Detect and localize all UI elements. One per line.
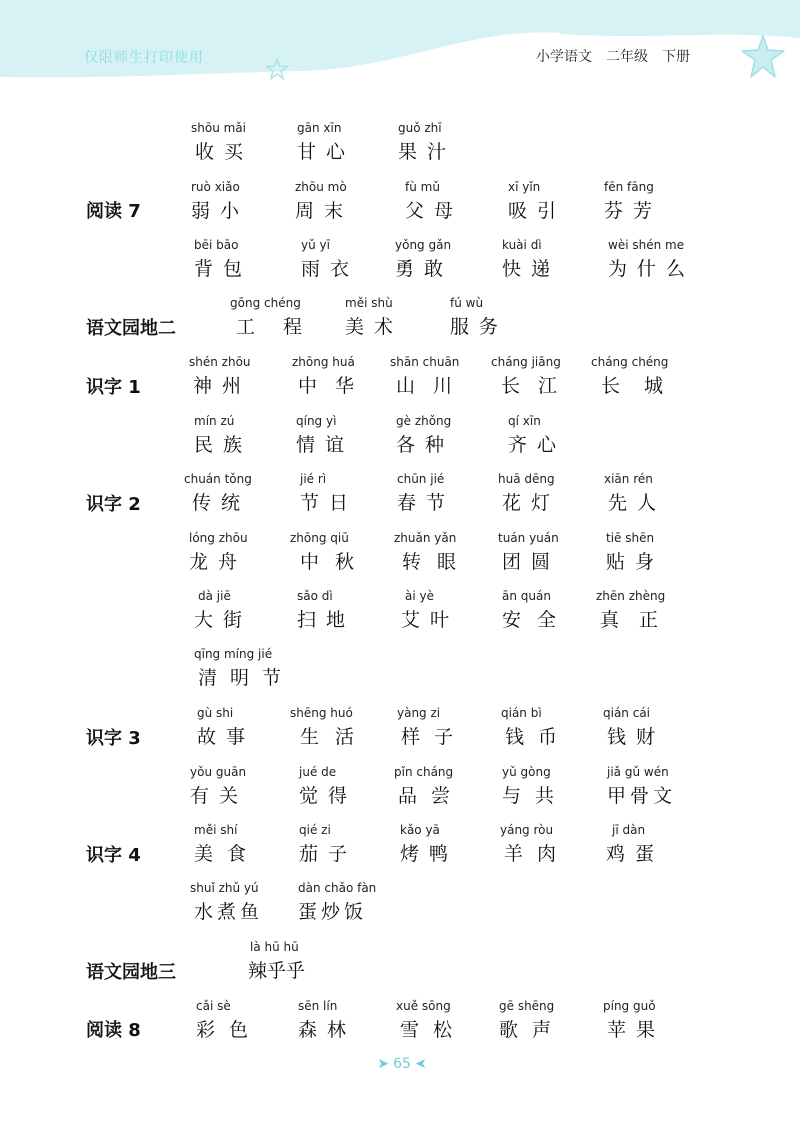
hanzi: 各种 — [396, 434, 455, 456]
pinyin: kǎo yā — [400, 823, 440, 837]
word-item — [400, 823, 458, 866]
pinyin: měi shù — [345, 296, 393, 310]
hanzi: 传统 — [192, 492, 251, 514]
pinyin: zhuǎn yǎn — [394, 531, 457, 545]
hanzi: 烤鸭 — [400, 843, 459, 865]
word-item — [603, 706, 665, 749]
pinyin: xiān rén — [604, 472, 653, 486]
pinyin: yǔ gòng — [502, 765, 551, 779]
hanzi: 节日 — [300, 492, 359, 514]
hanzi: 神州 — [193, 375, 252, 397]
hanzi: 森林 — [298, 1019, 357, 1041]
pinyin: cǎi sè — [196, 999, 231, 1013]
pinyin: huā dēng — [498, 472, 555, 486]
word-item — [606, 531, 664, 574]
hanzi: 羊肉 — [504, 843, 571, 865]
hanzi: 收买 — [195, 141, 254, 163]
pinyin: sǎo dì — [297, 589, 333, 603]
pinyin: qí xīn — [508, 414, 541, 428]
word-item — [591, 355, 687, 398]
hanzi: 果汁 — [398, 141, 457, 163]
lesson-label: 识字 1 — [86, 377, 141, 398]
word-item — [295, 180, 353, 223]
pinyin: tiē shēn — [606, 531, 655, 545]
word-item — [298, 881, 376, 924]
pinyin: chuán tǒng — [184, 472, 252, 486]
word-item — [190, 881, 263, 924]
pinyin: shōu mǎi — [191, 121, 246, 135]
word-item — [298, 999, 356, 1042]
word-item — [502, 589, 572, 632]
star-large-icon — [740, 34, 786, 80]
hanzi: 真正 — [600, 609, 679, 631]
hanzi: 勇敢 — [395, 258, 454, 280]
hanzi: 茄子 — [299, 843, 358, 865]
pinyin: qián cái — [603, 706, 651, 720]
hanzi: 生活 — [300, 726, 371, 748]
word-item — [194, 589, 253, 632]
pinyin: qíng yì — [296, 414, 337, 428]
word-item — [194, 414, 252, 457]
word-item — [603, 999, 665, 1042]
arrow-left-icon: ➤ — [414, 1056, 427, 1072]
hanzi: 辣乎乎 — [248, 960, 306, 982]
hanzi: 花灯 — [502, 492, 561, 514]
hanzi: 美食 — [194, 843, 261, 865]
pinyin: gè zhǒng — [396, 414, 452, 428]
hanzi: 为什么 — [608, 258, 696, 280]
lesson-label: 阅读 8 — [86, 1020, 141, 1041]
hanzi: 苹果 — [607, 1019, 666, 1041]
word-item — [401, 589, 460, 632]
pinyin: sēn lín — [298, 999, 338, 1013]
word-item — [296, 414, 354, 457]
pinyin: xuě sōng — [396, 999, 451, 1013]
hanzi: 美术 — [345, 316, 404, 338]
lesson-label: 识字 4 — [86, 845, 141, 866]
pinyin: fú wù — [450, 296, 484, 310]
word-item — [501, 706, 571, 749]
hanzi: 快递 — [502, 258, 561, 280]
star-small-icon — [266, 58, 288, 80]
word-item — [297, 121, 355, 164]
hanzi: 鸡蛋 — [606, 843, 665, 865]
pinyin: shēng huó — [290, 706, 353, 720]
pinyin: gān xīn — [297, 121, 342, 135]
hanzi: 芬芳 — [604, 200, 663, 222]
pinyin: gē shēng — [499, 999, 555, 1013]
hanzi: 与共 — [502, 785, 569, 807]
pinyin: zhōng huá — [292, 355, 355, 369]
word-item — [300, 472, 358, 515]
hanzi: 彩色 — [196, 1019, 263, 1041]
word-item — [297, 589, 355, 632]
word-item — [194, 238, 252, 281]
lesson-label: 语文园地三 — [86, 962, 176, 983]
hanzi: 春节 — [397, 492, 456, 514]
hanzi: 觉得 — [299, 785, 358, 807]
word-item — [508, 180, 566, 223]
pinyin: měi shí — [194, 823, 238, 837]
hanzi: 中华 — [298, 375, 373, 397]
word-item — [450, 296, 508, 339]
pinyin: dà jiē — [198, 589, 231, 603]
pinyin: là hū hū — [250, 940, 299, 954]
pinyin: gōng chéng — [230, 296, 301, 310]
word-item — [397, 472, 455, 515]
hanzi: 先人 — [608, 492, 667, 514]
word-item — [290, 531, 370, 574]
pinyin: ān quán — [502, 589, 551, 603]
hanzi: 团圆 — [502, 551, 561, 573]
pinyin: xī yǐn — [508, 180, 541, 194]
pinyin: qié zi — [299, 823, 331, 837]
word-item — [299, 823, 357, 866]
lesson-label: 语文园地二 — [86, 318, 176, 339]
pinyin: mín zú — [194, 414, 235, 428]
word-item — [394, 765, 464, 808]
pinyin: wèi shén me — [608, 238, 685, 252]
lesson-label: 阅读 7 — [86, 201, 141, 222]
hanzi: 吸引 — [508, 200, 567, 222]
word-item — [498, 531, 560, 574]
word-item — [397, 706, 467, 749]
word-item — [498, 472, 560, 515]
hanzi: 安全 — [502, 609, 573, 631]
word-item — [604, 472, 666, 515]
hanzi: 艾叶 — [401, 609, 460, 631]
word-item — [604, 180, 662, 223]
pinyin: pǐn cháng — [394, 765, 454, 779]
word-item — [499, 999, 565, 1042]
word-item — [508, 414, 566, 457]
word-item — [502, 238, 560, 281]
pinyin: qián bì — [501, 706, 542, 720]
pinyin: cháng jiāng — [491, 355, 561, 369]
word-item — [191, 180, 249, 223]
word-item — [191, 121, 253, 164]
word-item — [184, 472, 252, 515]
word-item — [230, 296, 330, 339]
pinyin: yǒu guān — [190, 765, 247, 779]
word-item — [395, 238, 453, 281]
header-wave-background — [0, 0, 800, 90]
page-number-text: 65 — [393, 1056, 411, 1072]
pinyin: jué de — [299, 765, 337, 779]
header-usage-note: 仅限师生打印使用 — [84, 50, 204, 66]
word-item — [396, 999, 466, 1042]
hanzi: 父母 — [405, 200, 464, 222]
word-item — [500, 823, 570, 866]
word-item — [197, 706, 255, 749]
pinyin: guǒ zhī — [398, 121, 442, 135]
hanzi: 转眼 — [402, 551, 473, 573]
page-number — [372, 1056, 432, 1072]
pinyin: cháng chéng — [591, 355, 669, 369]
hanzi: 大街 — [194, 609, 253, 631]
word-item — [502, 765, 568, 808]
hanzi: 长江 — [501, 375, 576, 397]
word-item — [345, 296, 403, 339]
pinyin: gù shi — [197, 706, 234, 720]
hanzi: 品尝 — [398, 785, 465, 807]
word-item — [606, 823, 665, 866]
pinyin: shān chuān — [390, 355, 460, 369]
hanzi: 周末 — [295, 200, 354, 222]
pinyin: yǒng gǎn — [395, 238, 452, 252]
pinyin: bēi bāo — [194, 238, 239, 252]
word-item — [398, 121, 456, 164]
pinyin: shén zhōu — [189, 355, 251, 369]
word-item — [190, 765, 248, 808]
lesson-label: 识字 3 — [86, 728, 141, 749]
lesson-label: 识字 2 — [86, 494, 141, 515]
word-item — [394, 531, 472, 574]
word-item — [290, 706, 370, 749]
hanzi: 扫地 — [297, 609, 356, 631]
pinyin: yàng zi — [397, 706, 441, 720]
hanzi: 清明节 — [198, 667, 295, 689]
word-item — [491, 355, 575, 398]
hanzi: 有关 — [190, 785, 249, 807]
word-item — [390, 355, 470, 398]
pinyin: ruò xiǎo — [191, 180, 240, 194]
pinyin: jiǎ gǔ wén — [607, 765, 669, 779]
pinyin: dàn chǎo fàn — [298, 881, 377, 895]
pinyin: jié rì — [300, 472, 327, 486]
hanzi: 中秋 — [300, 551, 371, 573]
pinyin: yǔ yī — [301, 238, 330, 252]
hanzi: 民族 — [194, 434, 253, 456]
hanzi: 钱币 — [505, 726, 572, 748]
pinyin: shuǐ zhǔ yú — [190, 881, 259, 895]
pinyin: kuài dì — [502, 238, 542, 252]
pinyin: ài yè — [405, 589, 434, 603]
arrow-right-icon: ➤ — [377, 1056, 390, 1072]
word-item — [301, 238, 359, 281]
word-item — [194, 823, 260, 866]
word-item — [405, 180, 463, 223]
word-item — [250, 940, 305, 983]
hanzi: 雨衣 — [301, 258, 360, 280]
word-item — [189, 355, 251, 398]
pinyin: píng guǒ — [603, 999, 656, 1013]
hanzi: 工程 — [236, 316, 331, 338]
word-item — [189, 531, 248, 574]
hanzi: 甲骨文 — [607, 785, 677, 807]
hanzi: 钱财 — [607, 726, 666, 748]
header-book-title: 小学语文 二年级 下册 — [536, 49, 690, 65]
hanzi: 甘心 — [297, 141, 356, 163]
pinyin: fù mǔ — [405, 180, 440, 194]
pinyin: tuán yuán — [498, 531, 559, 545]
word-item — [607, 765, 676, 808]
word-item — [196, 999, 262, 1042]
word-item — [299, 765, 357, 808]
word-item — [194, 647, 294, 690]
pinyin: chūn jié — [397, 472, 445, 486]
pinyin: jī dàn — [612, 823, 646, 837]
hanzi: 歌声 — [499, 1019, 566, 1041]
hanzi: 故事 — [197, 726, 256, 748]
hanzi: 齐心 — [508, 434, 567, 456]
hanzi: 服务 — [450, 316, 509, 338]
pinyin: zhōng qiū — [290, 531, 349, 545]
pinyin: qīng míng jié — [194, 647, 273, 661]
pinyin: zhēn zhèng — [596, 589, 666, 603]
pinyin: lóng zhōu — [189, 531, 248, 545]
hanzi: 雪松 — [400, 1019, 467, 1041]
hanzi: 弱小 — [191, 200, 250, 222]
hanzi: 样子 — [401, 726, 468, 748]
word-item — [292, 355, 372, 398]
hanzi: 贴身 — [606, 551, 665, 573]
hanzi: 山川 — [396, 375, 471, 397]
pinyin: yáng ròu — [500, 823, 554, 837]
word-item — [608, 238, 695, 281]
hanzi: 龙舟 — [189, 551, 248, 573]
hanzi: 情谊 — [296, 434, 355, 456]
pinyin: fēn fāng — [604, 180, 654, 194]
hanzi: 长城 — [601, 375, 688, 397]
word-item — [596, 589, 678, 632]
word-item — [396, 414, 454, 457]
hanzi: 蛋炒饭 — [298, 901, 368, 923]
hanzi: 背包 — [194, 258, 253, 280]
hanzi: 水煮鱼 — [194, 901, 264, 923]
pinyin: zhōu mò — [295, 180, 347, 194]
